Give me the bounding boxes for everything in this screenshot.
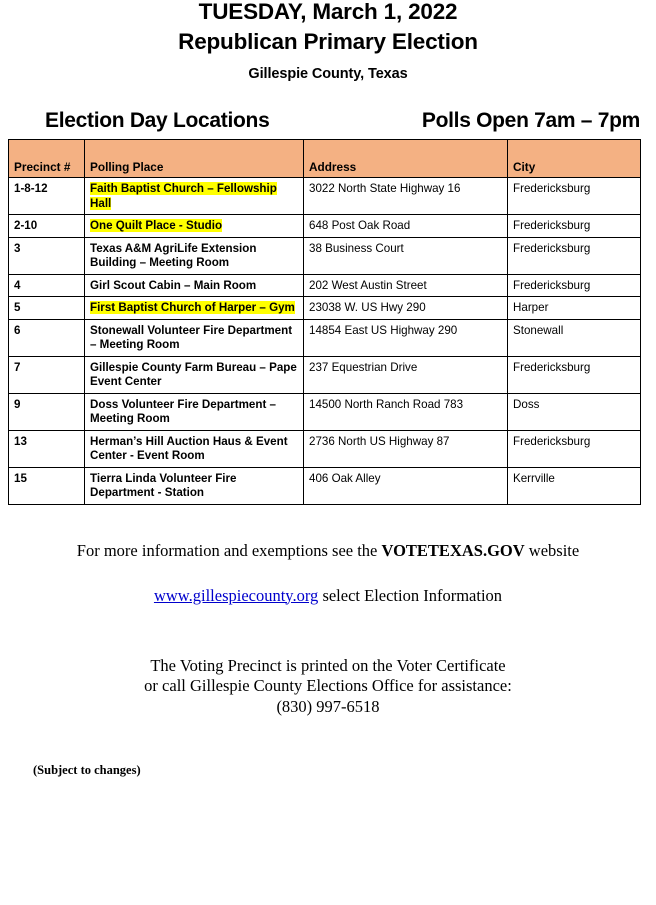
voter-certificate-note-line2: or call Gillespie County Elections Office for assistance: bbox=[144, 676, 512, 695]
election-day-locations-heading: Election Day Locations bbox=[45, 109, 270, 132]
cell-polling-place: Stonewall Volunteer Fire Department – Meeting Room bbox=[85, 319, 304, 356]
table-row bbox=[9, 467, 641, 504]
cell-precinct: 13 bbox=[9, 430, 85, 467]
votetexas-info-prefix: For more information and exemptions see the bbox=[76, 540, 382, 560]
votetexas-gov-label: VOTETEXAS.GOV bbox=[381, 540, 525, 560]
page-title-election: Republican Primary Election bbox=[178, 29, 478, 54]
locations-table-wrapper bbox=[8, 139, 640, 505]
table-body bbox=[9, 178, 641, 505]
highlight-mark: One Quilt Place - Studio bbox=[90, 219, 223, 232]
table-row bbox=[9, 274, 641, 297]
section-heading-row bbox=[0, 103, 656, 133]
table-header bbox=[9, 140, 641, 178]
column-header-polling-place: Polling Place bbox=[85, 140, 304, 178]
cell-address: 406 Oak Alley bbox=[304, 467, 508, 504]
cell-polling-place: Texas A&M AgriLife Extension Building – Meeting Room bbox=[85, 237, 304, 274]
cell-address: 2736 North US Highway 87 bbox=[304, 430, 508, 467]
column-header-city: City bbox=[508, 140, 641, 178]
voter-certificate-note bbox=[0, 656, 656, 718]
page-subtitle-county: Gillespie County, Texas bbox=[248, 66, 408, 82]
cell-polling-place bbox=[85, 215, 304, 238]
cell-city: Doss bbox=[508, 393, 641, 430]
table-row bbox=[9, 319, 641, 356]
cell-precinct: 3 bbox=[9, 237, 85, 274]
table-header-row bbox=[9, 140, 641, 178]
table-row bbox=[9, 430, 641, 467]
cell-precinct: 6 bbox=[9, 319, 85, 356]
cell-city: Fredericksburg bbox=[508, 356, 641, 393]
county-website-suffix: select Election Information bbox=[318, 585, 503, 605]
table-row bbox=[9, 393, 641, 430]
cell-city: Fredericksburg bbox=[508, 215, 641, 238]
cell-polling-place: Gillespie County Farm Bureau – Pape Event Center bbox=[85, 356, 304, 393]
cell-address: 14500 North Ranch Road 783 bbox=[304, 393, 508, 430]
cell-address: 202 West Austin Street bbox=[304, 274, 508, 297]
highlight-mark: First Baptist Church of Harper – Gym bbox=[90, 301, 295, 314]
cell-precinct: 7 bbox=[9, 356, 85, 393]
cell-address: 38 Business Court bbox=[304, 237, 508, 274]
cell-address: 23038 W. US Hwy 290 bbox=[304, 297, 508, 320]
elections-office-phone: (830) 997-6518 bbox=[276, 696, 380, 716]
cell-address: 237 Equestrian Drive bbox=[304, 356, 508, 393]
votetexas-info-suffix: website bbox=[524, 540, 580, 560]
cell-polling-place bbox=[85, 178, 304, 215]
table-row bbox=[9, 215, 641, 238]
cell-polling-place: Girl Scout Cabin – Main Room bbox=[85, 274, 304, 297]
column-header-address: Address bbox=[304, 140, 508, 178]
cell-city: Fredericksburg bbox=[508, 430, 641, 467]
cell-precinct: 2-10 bbox=[9, 215, 85, 238]
table-row bbox=[9, 356, 641, 393]
cell-address: 648 Post Oak Road bbox=[304, 215, 508, 238]
cell-city: Stonewall bbox=[508, 319, 641, 356]
table-row bbox=[9, 297, 641, 320]
votetexas-info-line bbox=[0, 541, 656, 561]
cell-city: Harper bbox=[508, 297, 641, 320]
cell-address: 14854 East US Highway 290 bbox=[304, 319, 508, 356]
cell-city: Kerrville bbox=[508, 467, 641, 504]
cell-precinct: 5 bbox=[9, 297, 85, 320]
footer-block bbox=[0, 541, 656, 718]
cell-polling-place bbox=[85, 297, 304, 320]
cell-polling-place: Doss Volunteer Fire Department – Meeting Room bbox=[85, 393, 304, 430]
subject-to-changes-note: (Subject to changes) bbox=[33, 763, 141, 777]
cell-polling-place: Herman’s Hill Auction Haus & Event Center - Event Room bbox=[85, 430, 304, 467]
title-block bbox=[0, 0, 656, 84]
cell-city: Fredericksburg bbox=[508, 274, 641, 297]
gillespiecounty-link[interactable]: www.gillespiecounty.org bbox=[153, 585, 319, 605]
table-row bbox=[9, 237, 641, 274]
voter-certificate-note-line1: The Voting Precinct is printed on the Voter Certificate bbox=[150, 655, 506, 675]
cell-precinct: 1-8-12 bbox=[9, 178, 85, 215]
cell-polling-place: Tierra Linda Volunteer Fire Department - Station bbox=[85, 467, 304, 504]
polls-open-heading: Polls Open 7am – 7pm bbox=[421, 109, 640, 132]
cell-precinct: 4 bbox=[9, 274, 85, 297]
cell-city: Fredericksburg bbox=[508, 178, 641, 215]
county-website-line bbox=[0, 586, 656, 606]
cell-precinct: 9 bbox=[9, 393, 85, 430]
cell-precinct: 15 bbox=[9, 467, 85, 504]
page-title-date: TUESDAY, March 1, 2022 bbox=[198, 0, 458, 24]
cell-city: Fredericksburg bbox=[508, 237, 641, 274]
polling-locations-table bbox=[8, 139, 641, 505]
column-header-precinct: Precinct # bbox=[9, 140, 85, 178]
table-row bbox=[9, 178, 641, 215]
highlight-mark: Faith Baptist Church – Fellowship Hall bbox=[90, 182, 277, 210]
cell-address: 3022 North State Highway 16 bbox=[304, 178, 508, 215]
